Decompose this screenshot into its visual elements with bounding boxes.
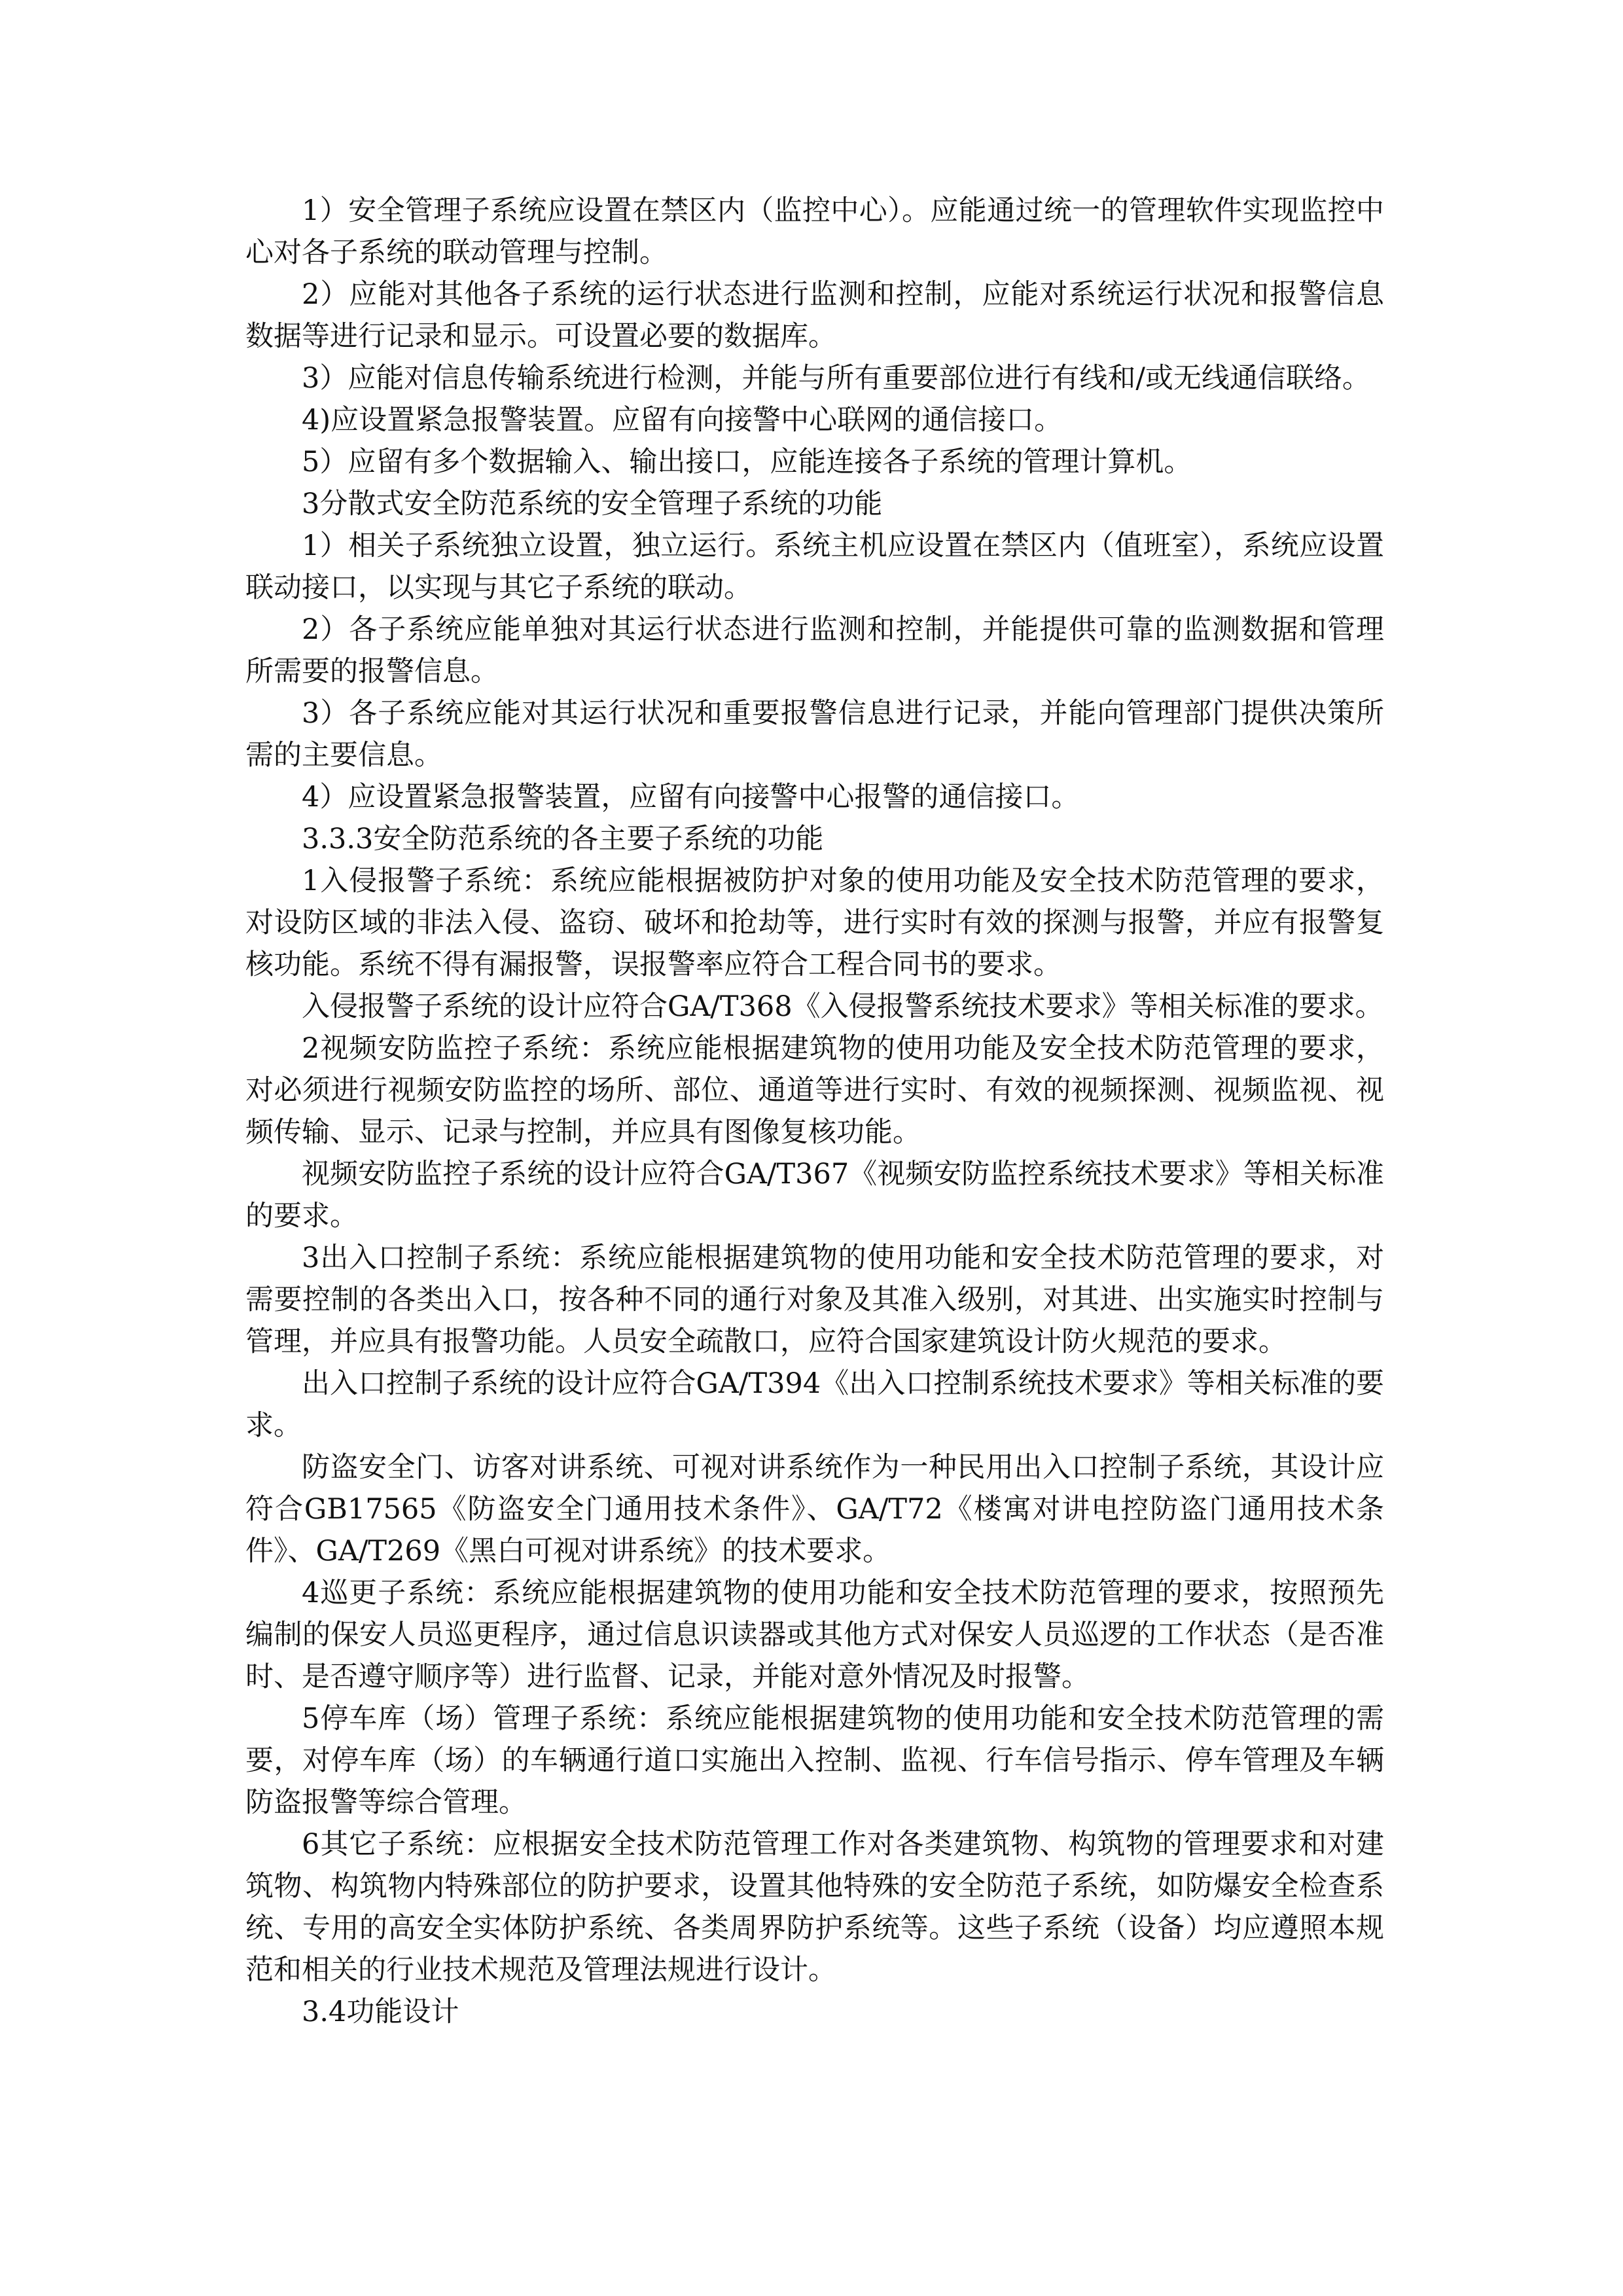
paragraph: 4)应设置紧急报警装置。应留有向接警中心联网的通信接口。 bbox=[302, 404, 1063, 437]
paragraph: 3）各子系统应能对其运行状况和重要报警信息进行记录，并能向管理部门提供决策所需的主要信息。 bbox=[245, 697, 1384, 772]
paragraph: 2视频安防监控子系统：系统应能根据建筑物的使用功能及安全技术防范管理的要求，对必须进行视频安防监控的场所、部位、通道等进行实时、有效的视频探测、视频监视、视频传输、显示、记录与控制，并应具有图像复核功能。 bbox=[245, 1032, 1384, 1149]
section-heading: 3.4功能设计 bbox=[302, 1996, 459, 2028]
paragraph: 入侵报警子系统的设计应符合GA/T368《入侵报警系统技术要求》等相关标准的要求。 bbox=[302, 990, 1383, 1023]
paragraph: 5停车库（场）管理子系统：系统应能根据建筑物的使用功能和安全技术防范管理的需要，对停车库（场）的车辆通行道口实施出入控制、监视、行车信号指示、停车管理及车辆防盗报警等综合管理。 bbox=[245, 1702, 1384, 1819]
paragraph: 出入口控制子系统的设计应符合GA/T394《出入口控制系统技术要求》等相关标准的要求。 bbox=[245, 1367, 1384, 1442]
paragraph: 4）应设置紧急报警装置，应留有向接警中心报警的通信接口。 bbox=[302, 781, 1080, 814]
paragraph: 1入侵报警子系统：系统应能根据被防护对象的使用功能及安全技术防范管理的要求，对设防区域的非法入侵、盗窃、破坏和抢劫等，进行实时有效的探测与报警，并应有报警复核功能。系统不得有漏报警，误报警率应符合工程合同书的要求。 bbox=[245, 865, 1384, 981]
paragraph: 1）安全管理子系统应设置在禁区内（监控中心）。应能通过统一的管理软件实现监控中心对各子系统的联动管理与控制。 bbox=[245, 194, 1384, 269]
paragraph: 1）相关子系统独立设置，独立运行。系统主机应设置在禁区内（值班室），系统应设置联动接口，以实现与其它子系统的联动。 bbox=[245, 529, 1384, 604]
paragraph: 5）应留有多个数据输入、输出接口，应能连接各子系统的管理计算机。 bbox=[302, 446, 1192, 478]
paragraph: 3出入口控制子系统：系统应能根据建筑物的使用功能和安全技术防范管理的要求，对需要控制的各类出入口，按各种不同的通行对象及其准入级别，对其进、出实施实时控制与管理，并应具有报警功能。人员安全疏散口，应符合国家建筑设计防火规范的要求。 bbox=[245, 1242, 1384, 1358]
paragraph: 4巡更子系统：系统应能根据建筑物的使用功能和安全技术防范管理的要求，按照预先编制的保安人员巡更程序，通过信息识读器或其他方式对保安人员巡逻的工作状态（是否准时、是否遵守顺序等）进行监督、记录，并能对意外情况及时报警。 bbox=[245, 1577, 1384, 1693]
section-heading: 3分散式安全防范系统的安全管理子系统的功能 bbox=[302, 488, 883, 520]
section-heading: 3.3.3安全防范系统的各主要子系统的功能 bbox=[302, 823, 824, 855]
document-body bbox=[245, 190, 1384, 2033]
paragraph: 视频安防监控子系统的设计应符合GA/T367《视频安防监控系统技术要求》等相关标准的要求。 bbox=[245, 1158, 1384, 1232]
paragraph: 防盗安全门、访客对讲系统、可视对讲系统作为一种民用出入口控制子系统，其设计应符合GB17565《防盗安全门通用技术条件》、GA/T72《楼寓对讲电控防盗门通用技术条件》、GA/T269《黑白可视对讲系统》的技术要求。 bbox=[245, 1451, 1384, 1568]
paragraph: 2）应能对其他各子系统的运行状态进行监测和控制，应能对系统运行状况和报警信息数据等进行记录和显示。可设置必要的数据库。 bbox=[245, 278, 1384, 353]
paragraph: 6其它子系统：应根据安全技术防范管理工作对各类建筑物、构筑物的管理要求和对建筑物、构筑物内特殊部位的防护要求，设置其他特殊的安全防范子系统，如防爆安全检查系统、专用的高安全实体防护系统、各类周界防护系统等。这些子系统（设备）均应遵照本规范和相关的行业技术规范及管理法规进行设计。 bbox=[245, 1828, 1384, 1986]
paragraph: 3）应能对信息传输系统进行检测，并能与所有重要部位进行有线和/或无线通信联络。 bbox=[302, 362, 1370, 395]
paragraph: 2）各子系统应能单独对其运行状态进行监测和控制，并能提供可靠的监测数据和管理所需要的报警信息。 bbox=[245, 613, 1384, 688]
